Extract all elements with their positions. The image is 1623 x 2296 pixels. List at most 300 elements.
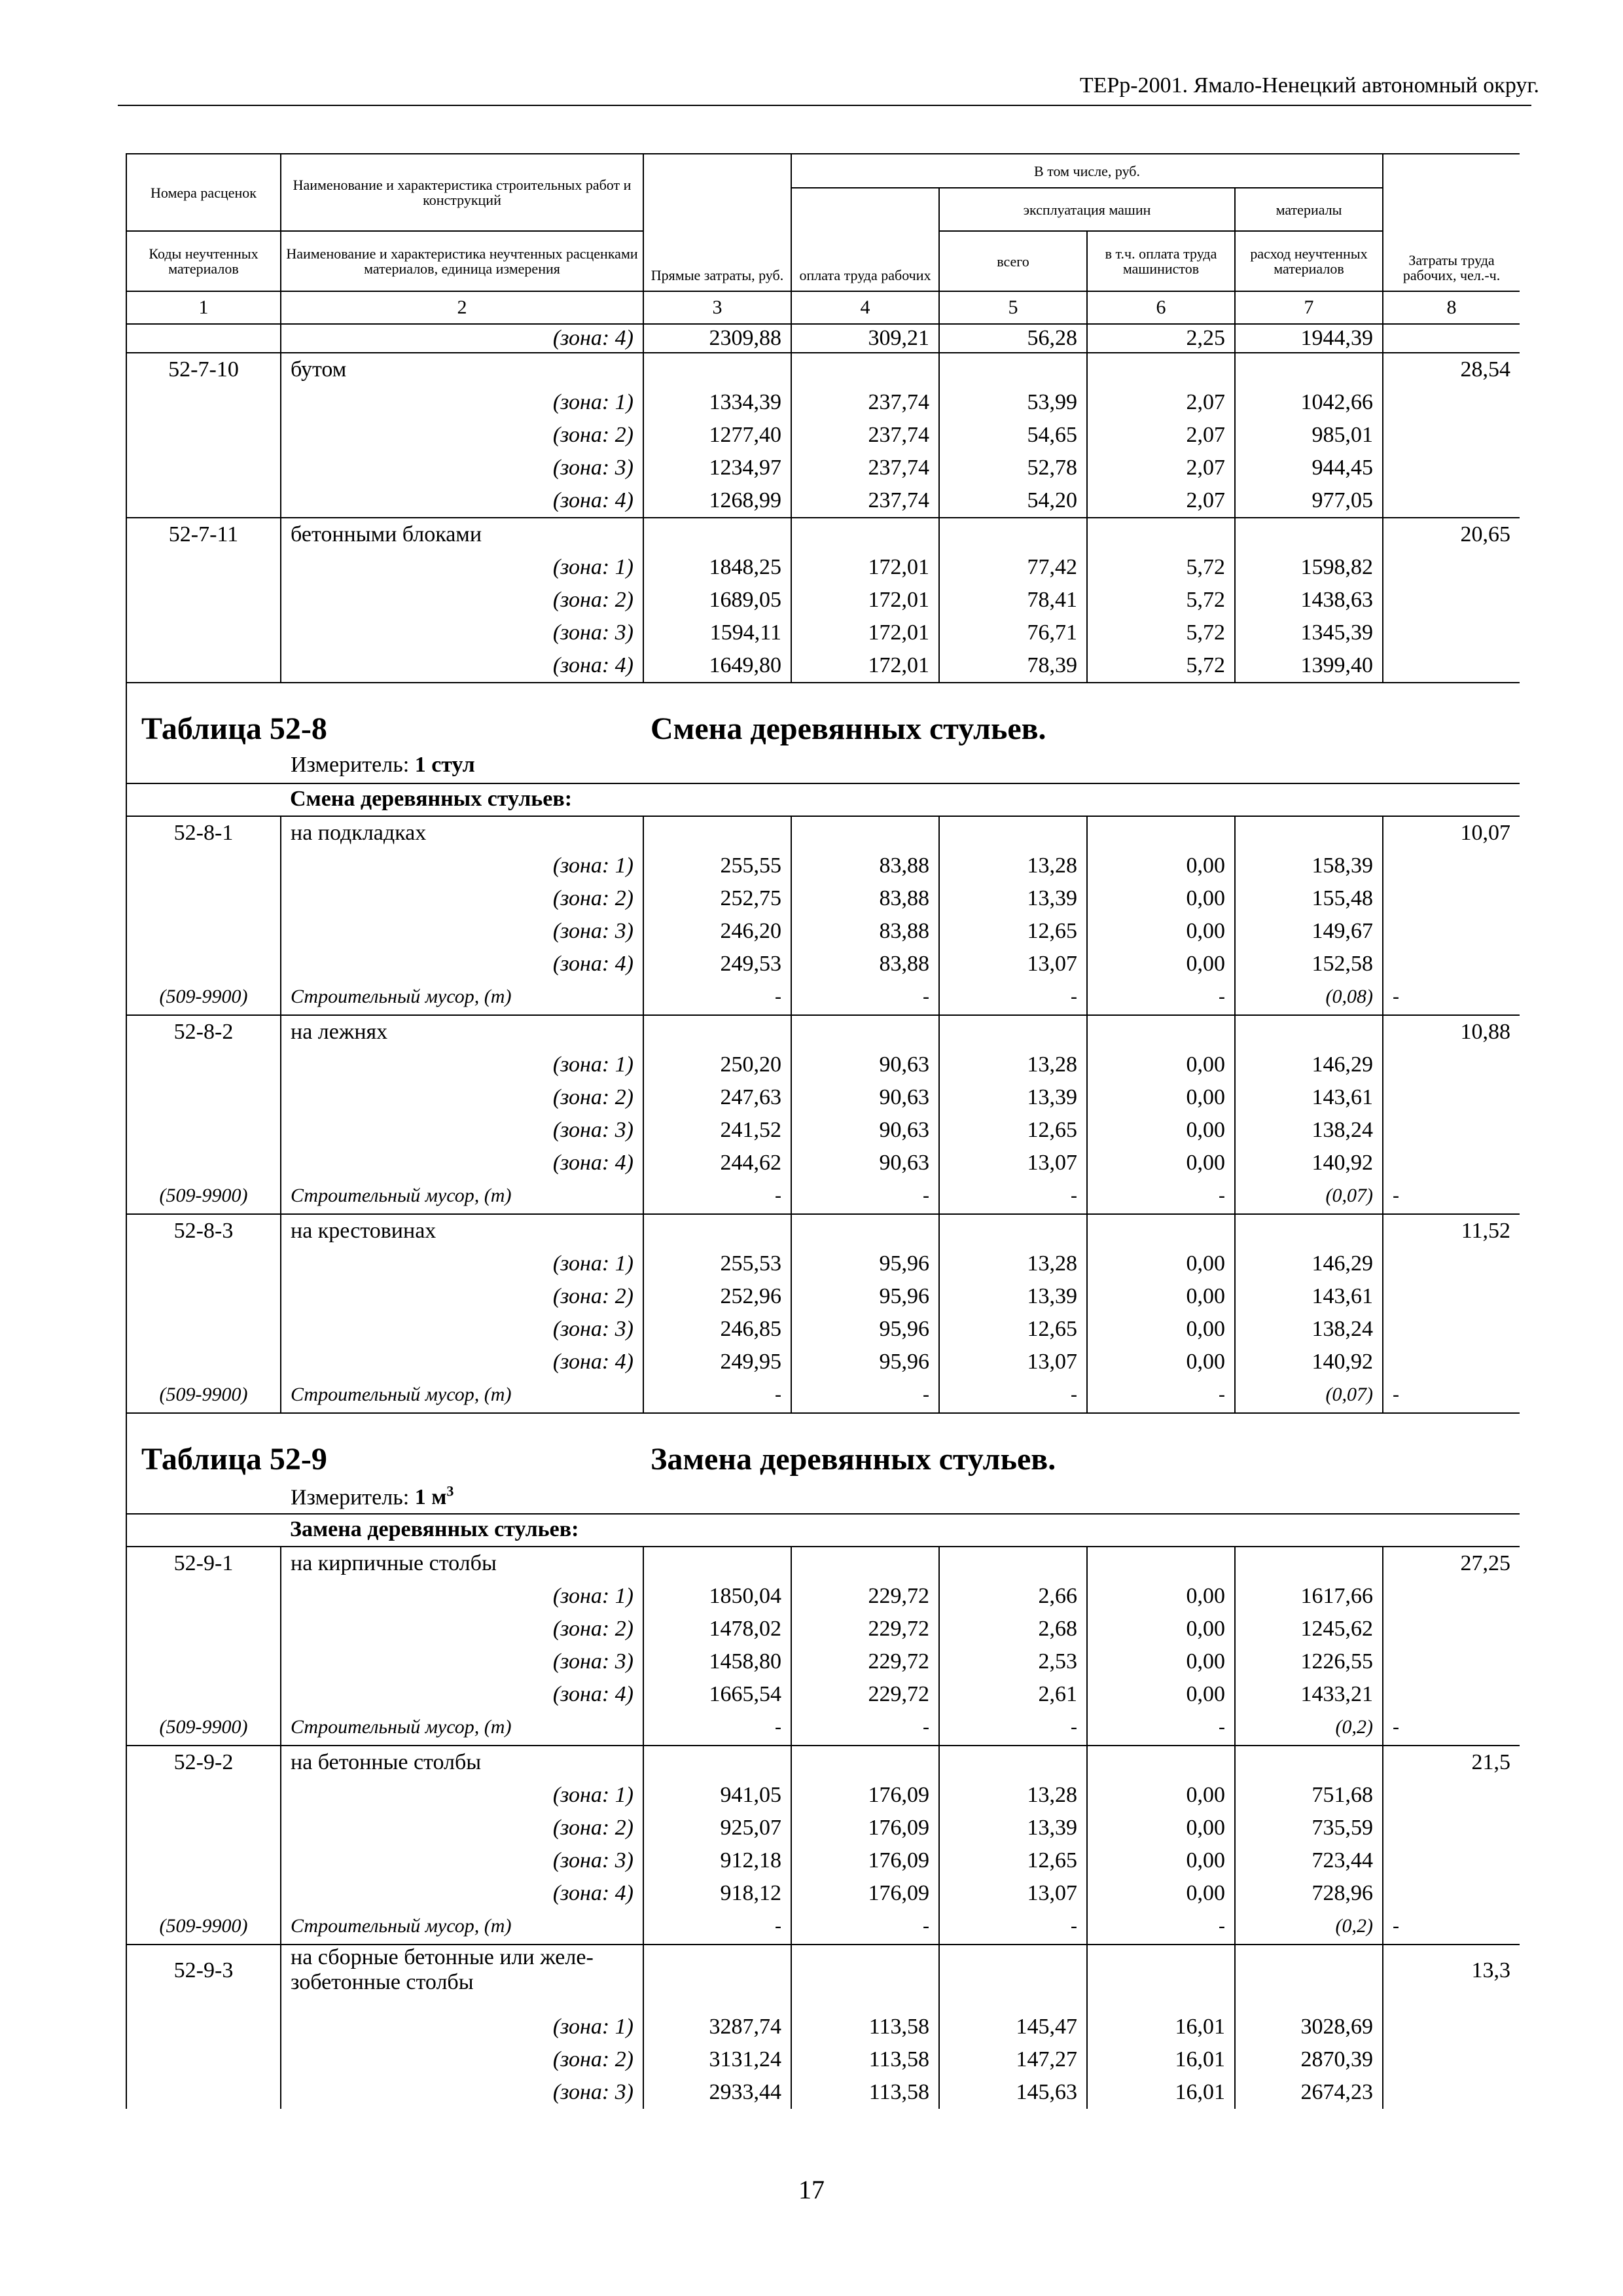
labor-hours: 21,5 (1383, 1746, 1520, 1779)
material-row (126, 1711, 1520, 1746)
zone-row (126, 452, 1520, 484)
zone-label: (зона: 2) (281, 2043, 643, 2076)
machinists-pay: 2,07 (1087, 452, 1235, 484)
materials-cost: 1226,55 (1235, 1645, 1383, 1678)
material-dash: - (643, 1910, 791, 1945)
machinists-pay: 0,00 (1087, 1280, 1235, 1313)
materials-cost: 146,29 (1235, 1247, 1383, 1280)
table-title-row (126, 1413, 1520, 1514)
direct-cost: 1234,97 (643, 452, 791, 484)
labor-pay: 172,01 (791, 584, 939, 617)
labor-pay: 95,96 (791, 1247, 939, 1280)
rate-header-row (126, 518, 1520, 551)
labor-pay: 113,58 (791, 2043, 939, 2076)
material-dash: - (791, 1179, 939, 1214)
materials-cost: 149,67 (1235, 915, 1383, 948)
machinists-pay: 2,07 (1087, 419, 1235, 452)
zone-label: (зона: 2) (281, 1613, 643, 1645)
machines-total: 12,65 (939, 1114, 1087, 1147)
material-dash: - (1087, 980, 1235, 1015)
labor-pay: 90,63 (791, 1081, 939, 1114)
machinists-pay: 2,07 (1087, 484, 1235, 518)
materials-cost: 140,92 (1235, 1346, 1383, 1378)
measure-unit (291, 753, 475, 778)
rate-code: 52-7-11 (126, 518, 281, 551)
machines-total: 2,61 (939, 1678, 1087, 1711)
zone-row (126, 551, 1520, 584)
machines-total: 13,28 (939, 1049, 1087, 1081)
zone-label: (зона: 3) (281, 2076, 643, 2109)
machines-total: 13,07 (939, 1346, 1087, 1378)
material-dash: - (791, 980, 939, 1015)
machinists-pay: 2,25 (1087, 324, 1235, 353)
direct-cost: 255,55 (643, 850, 791, 882)
labor-pay: 176,09 (791, 1844, 939, 1877)
material-dash: - (939, 1179, 1087, 1214)
rate-name-line: на сборные бетонные или желе- (291, 1945, 594, 1969)
machines-total: 12,65 (939, 1313, 1087, 1346)
direct-cost: 3287,74 (643, 2011, 791, 2043)
machines-total: 13,07 (939, 1147, 1087, 1179)
materials-cost: 155,48 (1235, 882, 1383, 915)
rate-header-row (126, 1746, 1520, 1779)
labor-pay: 83,88 (791, 915, 939, 948)
zone-row (126, 386, 1520, 419)
material-labor: - (1383, 1179, 1520, 1214)
zone-row (126, 2011, 1520, 2043)
machinists-pay: 0,00 (1087, 1844, 1235, 1877)
material-labor: - (1383, 1910, 1520, 1945)
labor-hours: 28,54 (1383, 353, 1520, 386)
labor-pay: 176,09 (791, 1812, 939, 1844)
zone-row (126, 1812, 1520, 1844)
subtitle-row (126, 1514, 1520, 1547)
direct-cost: 241,52 (643, 1114, 791, 1147)
material-qty: (0,08) (1235, 980, 1383, 1015)
zone-label: (зона: 1) (281, 1247, 643, 1280)
direct-cost: 918,12 (643, 1877, 791, 1910)
machines-total: 2,53 (939, 1645, 1087, 1678)
materials-cost: 944,45 (1235, 452, 1383, 484)
material-code: (509-9900) (126, 1179, 281, 1214)
col-number: 5 (939, 291, 1087, 324)
table-number: Таблица 52-8 (141, 711, 327, 746)
machines-total: 13,39 (939, 1812, 1087, 1844)
column-number-row (126, 291, 1520, 324)
material-dash: - (1087, 1179, 1235, 1214)
direct-cost: 244,62 (643, 1147, 791, 1179)
zone-label: (зона: 4) (281, 1877, 643, 1910)
direct-cost: 1848,25 (643, 551, 791, 584)
labor-pay: 83,88 (791, 850, 939, 882)
rate-header-row (126, 1214, 1520, 1247)
machinists-pay: 0,00 (1087, 1645, 1235, 1678)
zone-label: (зона: 1) (281, 2011, 643, 2043)
direct-cost: 925,07 (643, 1812, 791, 1844)
machinists-pay: 0,00 (1087, 1346, 1235, 1378)
machines-total: 13,28 (939, 1779, 1087, 1812)
measure-unit (291, 1483, 454, 1510)
col-number: 4 (791, 291, 939, 324)
material-labor: - (1383, 980, 1520, 1015)
materials-cost: 143,61 (1235, 1280, 1383, 1313)
material-code: (509-9900) (126, 980, 281, 1015)
machines-total: 54,20 (939, 484, 1087, 518)
materials-cost: 751,68 (1235, 1779, 1383, 1812)
machines-total: 77,42 (939, 551, 1087, 584)
direct-cost: 1649,80 (643, 649, 791, 683)
machines-total: 145,63 (939, 2076, 1087, 2109)
labor-pay: 229,72 (791, 1613, 939, 1645)
zone-label: (зона: 1) (281, 551, 643, 584)
machines-total: 147,27 (939, 2043, 1087, 2076)
machinists-pay: 5,72 (1087, 584, 1235, 617)
materials-cost: 3028,69 (1235, 2011, 1383, 2043)
labor-pay: 229,72 (791, 1678, 939, 1711)
machinists-pay: 0,00 (1087, 915, 1235, 948)
machines-total: 13,07 (939, 948, 1087, 980)
labor-pay: 113,58 (791, 2011, 939, 2043)
labor-pay: 172,01 (791, 649, 939, 683)
zone-row (126, 1247, 1520, 1280)
labor-pay: 229,72 (791, 1645, 939, 1678)
labor-pay: 229,72 (791, 1580, 939, 1613)
direct-cost: 255,53 (643, 1247, 791, 1280)
direct-cost: 1689,05 (643, 584, 791, 617)
machinists-pay: 0,00 (1087, 1877, 1235, 1910)
labor-pay: 113,58 (791, 2076, 939, 2109)
machines-total: 13,07 (939, 1877, 1087, 1910)
materials-cost: 1399,40 (1235, 649, 1383, 683)
direct-cost: 1268,99 (643, 484, 791, 518)
material-dash: - (791, 1910, 939, 1945)
rate-name: бутом (281, 353, 643, 386)
material-row (126, 1179, 1520, 1214)
zone-row (126, 419, 1520, 452)
labor-pay: 237,74 (791, 484, 939, 518)
zone-label: (зона: 3) (281, 915, 643, 948)
material-qty: (0,2) (1235, 1711, 1383, 1746)
zone-label: (зона: 4) (281, 1346, 643, 1378)
machinists-pay: 0,00 (1087, 948, 1235, 980)
direct-cost: 252,75 (643, 882, 791, 915)
machines-total: 12,65 (939, 1844, 1087, 1877)
machinists-pay: 5,72 (1087, 617, 1235, 649)
machines-total: 13,39 (939, 1081, 1087, 1114)
zone-row (126, 1580, 1520, 1613)
zone-label: (зона: 2) (281, 419, 643, 452)
col8-header: Затраты труда рабочих, чел.-ч. (1383, 154, 1520, 291)
machinists-pay: 0,00 (1087, 850, 1235, 882)
material-dash: - (791, 1711, 939, 1746)
rate-header-row (126, 1945, 1520, 2011)
zone-row (126, 649, 1520, 683)
material-qty: (0,07) (1235, 1378, 1383, 1413)
materials-cost: 985,01 (1235, 419, 1383, 452)
machinists-pay: 5,72 (1087, 649, 1235, 683)
col-number: 2 (281, 291, 643, 324)
labor-pay: 309,21 (791, 324, 939, 353)
material-dash: - (939, 980, 1087, 1015)
machinists-pay: 16,01 (1087, 2043, 1235, 2076)
materials-cost: 1617,66 (1235, 1580, 1383, 1613)
zone-label: (зона: 4) (281, 324, 643, 353)
table-number: Таблица 52-9 (141, 1442, 327, 1477)
materials-cost: 1042,66 (1235, 386, 1383, 419)
zone-label: (зона: 1) (281, 1779, 643, 1812)
labor-pay: 237,74 (791, 452, 939, 484)
machinists-pay: 0,00 (1087, 1247, 1235, 1280)
labor-hours: 10,88 (1383, 1015, 1520, 1049)
material-code: (509-9900) (126, 1711, 281, 1746)
zone-row (126, 1081, 1520, 1114)
machinists-pay: 0,00 (1087, 1313, 1235, 1346)
zone-row (126, 584, 1520, 617)
table-title: Замена деревянных стульев. (651, 1442, 1056, 1477)
col-number: 1 (126, 291, 281, 324)
materials-cost: 138,24 (1235, 1114, 1383, 1147)
zone-row (126, 1678, 1520, 1711)
labor-hours: 13,3 (1383, 1945, 1520, 2011)
zone-label: (зона: 1) (281, 1049, 643, 1081)
material-dash: - (643, 980, 791, 1015)
materials-cost: 140,92 (1235, 1147, 1383, 1179)
materials-cost: 723,44 (1235, 1844, 1383, 1877)
measure-prefix: Измеритель: (291, 1485, 410, 1510)
machinists-pay: 2,07 (1087, 386, 1235, 419)
material-dash: - (939, 1711, 1087, 1746)
rate-header-row (126, 1547, 1520, 1580)
material-dash: - (939, 1378, 1087, 1413)
machines-total: 53,99 (939, 386, 1087, 419)
measure-value: 1 м (414, 1485, 447, 1510)
table-body (126, 324, 1520, 2109)
labor-pay: 237,74 (791, 419, 939, 452)
col-number: 7 (1235, 291, 1383, 324)
zone-row (126, 1877, 1520, 1910)
materials-cost: 2674,23 (1235, 2076, 1383, 2109)
machines-total: 78,39 (939, 649, 1087, 683)
machines-total: 78,41 (939, 584, 1087, 617)
header-rule (118, 105, 1531, 106)
rate-name-line: зобетонные столбы (291, 1970, 474, 1994)
zone-row (126, 1114, 1520, 1147)
machines-total: 13,39 (939, 882, 1087, 915)
machines-total: 13,28 (939, 850, 1087, 882)
machinists-pay: 0,00 (1087, 1779, 1235, 1812)
direct-cost: 1334,39 (643, 386, 791, 419)
zone-row (126, 1346, 1520, 1378)
machinists-pay: 0,00 (1087, 1049, 1235, 1081)
labor-pay: 176,09 (791, 1779, 939, 1812)
group-header: В том числе, руб. (791, 154, 1383, 188)
material-labor: - (1383, 1378, 1520, 1413)
direct-cost: 252,96 (643, 1280, 791, 1313)
materials-cost: 1944,39 (1235, 324, 1383, 353)
col4-header: оплата труда рабочих (791, 188, 939, 291)
zone-label: (зона: 4) (281, 948, 643, 980)
material-dash: - (643, 1378, 791, 1413)
measure-superscript: 3 (446, 1483, 454, 1499)
materials-cost: 1438,63 (1235, 584, 1383, 617)
zone-row (126, 915, 1520, 948)
col2-bottom-header: Наименование и характеристика неучтенных расценками материалов, единица измерения (281, 231, 643, 291)
materials-cost: 146,29 (1235, 1049, 1383, 1081)
zone-label: (зона: 1) (281, 1580, 643, 1613)
zone-label: (зона: 2) (281, 882, 643, 915)
material-row (126, 1378, 1520, 1413)
labor-pay: 172,01 (791, 617, 939, 649)
rate-code: 52-7-10 (126, 353, 281, 386)
direct-cost: 3131,24 (643, 2043, 791, 2076)
page-number: 17 (798, 2175, 825, 2204)
labor-pay: 176,09 (791, 1877, 939, 1910)
materials-cost: 152,58 (1235, 948, 1383, 980)
zone-label: (зона: 2) (281, 1812, 643, 1844)
col1-top-header: Номера расценок (126, 154, 281, 231)
zone-row (126, 1049, 1520, 1081)
zone-row (126, 948, 1520, 980)
rate-name: бетонными блоками (281, 518, 643, 551)
zone-label: (зона: 3) (281, 1313, 643, 1346)
zone-label: (зона: 1) (281, 386, 643, 419)
zone-label: (зона: 4) (281, 1147, 643, 1179)
material-dash: - (1087, 1910, 1235, 1945)
zone-label: (зона: 3) (281, 617, 643, 649)
measure-value: 1 стул (414, 753, 475, 777)
measure-prefix: Измеритель: (291, 753, 410, 777)
machinists-pay: 5,72 (1087, 551, 1235, 584)
machinists-pay: 0,00 (1087, 1580, 1235, 1613)
materials-cost: 1433,21 (1235, 1678, 1383, 1711)
machines-header: эксплуатация машин (939, 188, 1235, 231)
materials-cost: 728,96 (1235, 1877, 1383, 1910)
zone-label: (зона: 4) (281, 649, 643, 683)
labor-hours: 10,07 (1383, 816, 1520, 850)
labor-pay: 95,96 (791, 1313, 939, 1346)
direct-cost: 2933,44 (643, 2076, 791, 2109)
labor-pay: 95,96 (791, 1346, 939, 1378)
materials-cost: 977,05 (1235, 484, 1383, 518)
zone-row (126, 850, 1520, 882)
rate-code: 52-8-1 (126, 816, 281, 850)
material-name: Строительный мусор, (т) (281, 980, 643, 1015)
zone-row (126, 1779, 1520, 1812)
price-table-page (126, 153, 1520, 2123)
materials-cost: 1598,82 (1235, 551, 1383, 584)
machinists-pay: 0,00 (1087, 1081, 1235, 1114)
material-name: Строительный мусор, (т) (281, 1179, 643, 1214)
machines-total: 2,68 (939, 1613, 1087, 1645)
machines-total: 13,28 (939, 1247, 1087, 1280)
material-labor: - (1383, 1711, 1520, 1746)
machines-total: 52,78 (939, 452, 1087, 484)
zone-label: (зона: 2) (281, 1280, 643, 1313)
material-dash: - (1087, 1378, 1235, 1413)
direct-cost: 1277,40 (643, 419, 791, 452)
zone-label: (зона: 2) (281, 1081, 643, 1114)
direct-cost: 2309,88 (643, 324, 791, 353)
materials-cost: 143,61 (1235, 1081, 1383, 1114)
table-subtitle: Смена деревянных стульев: (281, 783, 1520, 816)
labor-hours: 11,52 (1383, 1214, 1520, 1247)
col-number: 8 (1383, 291, 1520, 324)
machines-total: 56,28 (939, 324, 1087, 353)
machinists-pay: 16,01 (1087, 2076, 1235, 2109)
direct-cost: 249,95 (643, 1346, 791, 1378)
material-code: (509-9900) (126, 1910, 281, 1945)
direct-cost: 1478,02 (643, 1613, 791, 1645)
rate-code: 52-9-3 (126, 1945, 281, 2011)
table-subtitle: Замена деревянных стульев: (281, 1514, 1520, 1547)
direct-cost: 1458,80 (643, 1645, 791, 1678)
machines-total: 54,65 (939, 419, 1087, 452)
table-title-row (126, 683, 1520, 783)
col7-header: расход неучтенных материалов (1235, 231, 1383, 291)
labor-pay: 83,88 (791, 948, 939, 980)
zone-label: (зона: 2) (281, 584, 643, 617)
machines-total: 145,47 (939, 2011, 1087, 2043)
materials-cost: 1245,62 (1235, 1613, 1383, 1645)
machines-total: 76,71 (939, 617, 1087, 649)
zone-row (126, 1147, 1520, 1179)
rate-header-row (126, 1015, 1520, 1049)
material-name: Строительный мусор, (т) (281, 1378, 643, 1413)
zone-row (126, 1313, 1520, 1346)
zone-label: (зона: 4) (281, 484, 643, 518)
direct-cost: 247,63 (643, 1081, 791, 1114)
rate-code: 52-8-3 (126, 1214, 281, 1247)
rate-name: на кирпичные столбы (281, 1547, 643, 1580)
materials-cost: 735,59 (1235, 1812, 1383, 1844)
labor-pay: 95,96 (791, 1280, 939, 1313)
zone-label: (зона: 4) (281, 1678, 643, 1711)
zone-row (126, 2076, 1520, 2109)
machinists-pay: 0,00 (1087, 882, 1235, 915)
rate-code: 52-9-2 (126, 1746, 281, 1779)
page-header-title: ТЕРр-2001. Ямало-Ненецкий автономный округ. (1079, 73, 1539, 98)
direct-cost: 941,05 (643, 1779, 791, 1812)
material-qty: (0,2) (1235, 1910, 1383, 1945)
direct-cost: 250,20 (643, 1049, 791, 1081)
material-dash: - (643, 1711, 791, 1746)
zone-row (126, 1280, 1520, 1313)
direct-cost: 246,20 (643, 915, 791, 948)
zone-row (126, 1645, 1520, 1678)
col6-header: в т.ч. оплата труда машинистов (1087, 231, 1235, 291)
col-number: 6 (1087, 291, 1235, 324)
rate-header-row (126, 353, 1520, 386)
zone-row (126, 484, 1520, 518)
machines-total: 13,39 (939, 1280, 1087, 1313)
labor-pay: 90,63 (791, 1147, 939, 1179)
labor-hours: 20,65 (1383, 518, 1520, 551)
direct-cost: 1594,11 (643, 617, 791, 649)
direct-cost: 912,18 (643, 1844, 791, 1877)
col2-top-header: Наименование и характеристика строительных работ и конструкций (281, 154, 643, 231)
rate-code: 52-8-2 (126, 1015, 281, 1049)
col5-header: всего (939, 231, 1087, 291)
material-dash: - (1087, 1711, 1235, 1746)
rate-name: на подкладках (281, 816, 643, 850)
col3-header: Прямые затраты, руб. (643, 154, 791, 291)
zone-row (126, 324, 1520, 353)
material-row (126, 1910, 1520, 1945)
table-header (126, 154, 1520, 324)
direct-cost: 1665,54 (643, 1678, 791, 1711)
labor-pay: 237,74 (791, 386, 939, 419)
machines-total: 12,65 (939, 915, 1087, 948)
